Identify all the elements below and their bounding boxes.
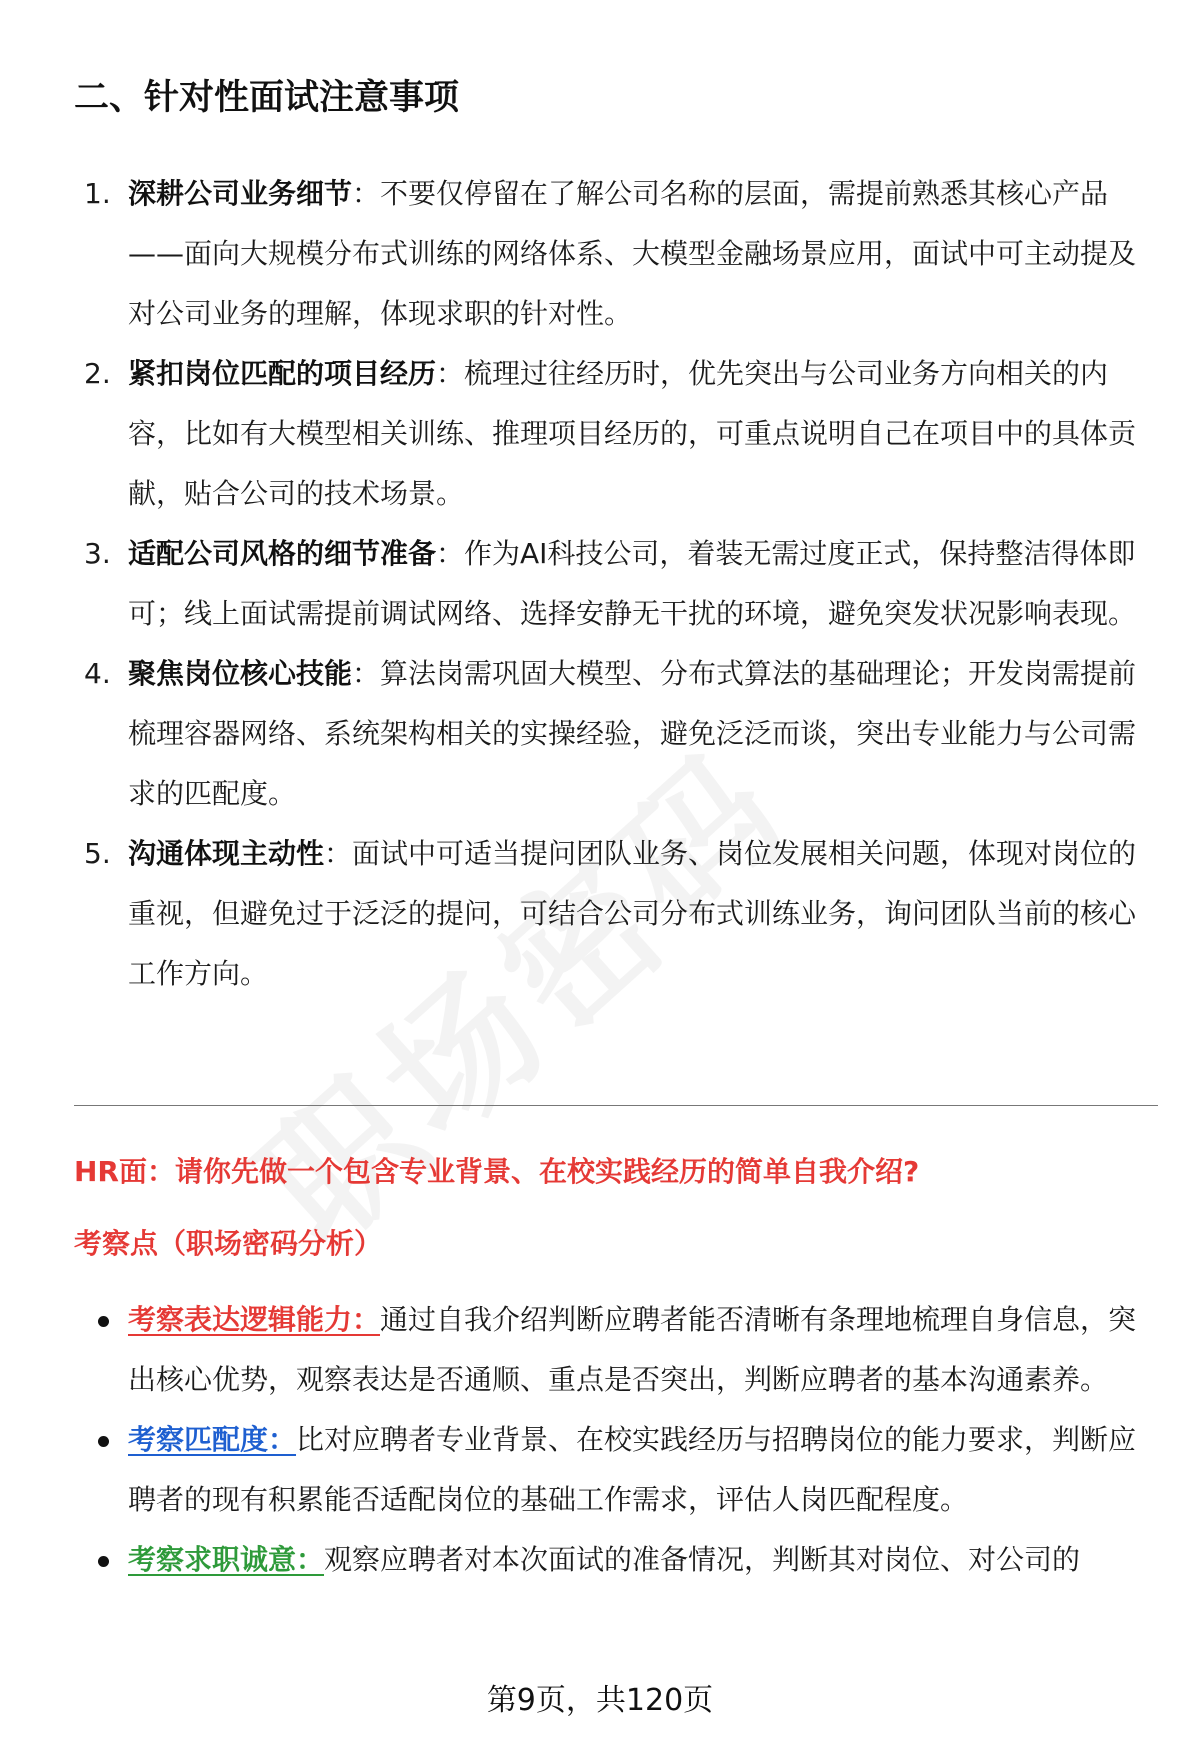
list-item <box>74 1290 1154 1410</box>
point-text: 比对应聘者专业背景、在校实践经历与招聘岗位的能力要求，判断应聘者的现有积累能否适配岗位的基础工作需求，评估人岗匹配程度。 <box>128 1423 1137 1516</box>
item-text: ：算法岗需巩固大模型、分布式算法的基础理论；开发岗需提前梳理容器网络、系统架构相关的实操经验，避免泛泛而谈，突出专业能力与公司需求的匹配度。 <box>128 657 1137 810</box>
item-number: 2. <box>84 357 111 390</box>
item-number: 5. <box>84 837 111 870</box>
exam-points-list <box>74 1290 1154 1590</box>
notes-list <box>74 164 1154 1004</box>
hr-question: HR面：请你先做一个包含专业背景、在校实践经历的简单自我介绍? <box>74 1155 920 1188</box>
point-text: 通过自我介绍判断应聘者能否清晰有条理地梳理自身信息，突出核心优势，观察表达是否通顺、重点是否突出，判断应聘者的基本沟通素养。 <box>128 1303 1137 1396</box>
item-number: 4. <box>84 657 111 690</box>
page-number: 第9页，共120页 <box>486 1683 714 1718</box>
list-item <box>74 1410 1154 1530</box>
point-label: 考察匹配度： <box>128 1423 297 1456</box>
item-text: ：作为AI科技公司，着装无需过度正式，保持整洁得体即可；线上面试需提前调试网络、选择安静无干扰的环境，避免突发状况影响表现。 <box>128 537 1137 630</box>
section-divider <box>74 1105 1158 1106</box>
list-item <box>74 1530 1154 1590</box>
list-item <box>74 644 1154 824</box>
item-text: ：面试中可适当提问团队业务、岗位发展相关问题，体现对岗位的重视，但避免过于泛泛的提问，可结合公司分布式训练业务，询问团队当前的核心工作方向。 <box>128 837 1137 990</box>
item-label: 适配公司风格的细节准备 <box>128 537 437 570</box>
point-label: 考察表达逻辑能力： <box>128 1303 381 1336</box>
item-label: 聚焦岗位核心技能 <box>128 657 353 690</box>
list-item <box>74 524 1154 644</box>
item-number: 1. <box>84 177 111 210</box>
item-label: 紧扣岗位匹配的项目经历 <box>128 357 437 390</box>
exam-points-title: 考察点（职场密码分析） <box>74 1227 383 1260</box>
item-label: 沟通体现主动性 <box>128 837 325 870</box>
list-item <box>74 344 1154 524</box>
item-text: ：不要仅停留在了解公司名称的层面，需提前熟悉其核心产品——面向大规模分布式训练的网络体系、大模型金融场景应用，面试中可主动提及对公司业务的理解，体现求职的针对性。 <box>128 177 1137 330</box>
item-text: ：梳理过往经历时，优先突出与公司业务方向相关的内容，比如有大模型相关训练、推理项目经历的，可重点说明自己在项目中的具体贡献，贴合公司的技术场景。 <box>128 357 1137 510</box>
bullet-dot <box>98 1556 109 1567</box>
bullet-dot <box>98 1316 109 1327</box>
item-number: 3. <box>84 537 111 570</box>
bullet-dot <box>98 1436 109 1447</box>
list-item <box>74 164 1154 344</box>
section-title: 二、针对性面试注意事项 <box>74 78 460 118</box>
point-text: 观察应聘者对本次面试的准备情况，判断其对岗位、对公司的 <box>324 1543 1081 1576</box>
item-label: 深耕公司业务细节 <box>128 177 353 210</box>
list-item <box>74 824 1154 1004</box>
point-label: 考察求职诚意： <box>128 1543 325 1576</box>
